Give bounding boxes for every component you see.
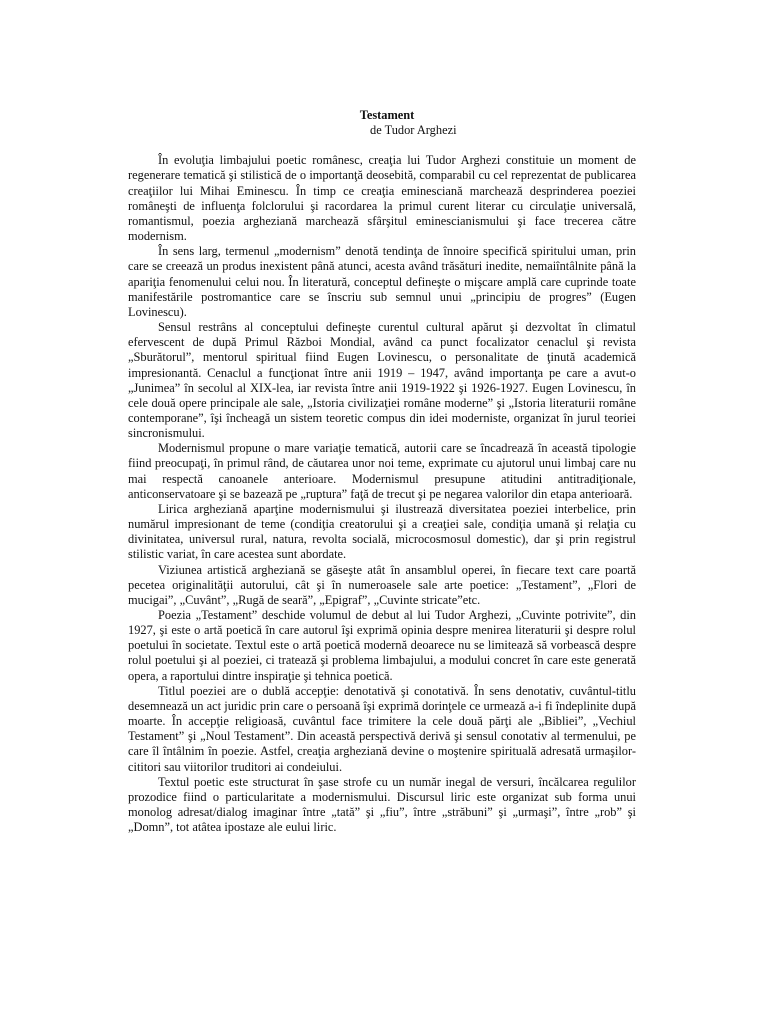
paragraph-7: Poezia „Testament” deschide volumul de debut al lui Tudor Arghezi, „Cuvinte potrivite”, din 1927, şi este o artă poetică în care autorul îşi exprimă opinia despre menirea literaturii şi despre rolul poetului în societate. Textul este o artă poetică modernă deoarece nu se limitează să vorbească despre rolul poetului şi al poeziei, ci tratează şi problema limbajului, a modului concret în care este generată opera, a raportului dintre inspiraţie şi tehnica poetică.	[128, 608, 636, 683]
paragraph-2: În sens larg, termenul „modernism” denotă tendinţa de înnoire specifică spiritului uman, prin care se creează un produs inexistent până atunci, acesta având trăsături inedite, nemaiîntâlnite până la apariţia fenomenului celui nou. În literatură, conceptul defineşte o mişcare amplă care cuprinde toate manifestările postromantice care se înscriu sub semnul unui „principiu de progres” (Eugen Lovinescu).	[128, 244, 636, 319]
paragraph-6: Viziunea artistică argheziană se găseşte atât în ansamblul operei, în fiecare text care poartă pecetea originalităţii autorului, cât şi în numeroasele sale arte poetice: „Testament”, „Flori de mucigai”, „Cuvânt”, „Rugă de seară”, „Epigraf”, „Cuvinte stricate”etc.	[128, 562, 636, 607]
paragraph-8: Titlul poeziei are o dublă accepţie: denotativă şi conotativă. În sens denotativ, cuvântul-titlu desemnează un act juridic prin care o persoană îşi exprimă dorinţele ce urmează a-i fi îndeplinite după moarte. În accepţie religioasă, cuvântul face trimitere la cele două părţi ale „Bibliei”, „Vechiul Testament” şi „Noul Testament”. Din această perspectivă derivă şi sensul conotativ al termenului, pe care îl întâlnim în poezie. Astfel, creaţia argheziană devine o moştenire spirituală adresată urmaşilor-cititori sau viitorilor truditori ai condeiului.	[128, 683, 636, 774]
paragraph-9: Textul poetic este structurat în şase strofe cu un număr inegal de versuri, încălcarea regulilor prozodice fiind o particularitate a modernismului. Discursul liric este organizat sub forma unui monolog adresat/dialog imaginar între „tată” şi „fiu”, între „străbuni” şi „urmaşi”, între „rob” şi „Domn”, tot atâtea ipostaze ale eului liric.	[128, 774, 636, 835]
document-author: de Tudor Arghezi	[370, 123, 457, 138]
paragraph-1: În evoluţia limbajului poetic românesc, creaţia lui Tudor Arghezi constituie un moment de regenerare tematică şi stilistică de o importanţă deosebită, comparabil cu cel reprezentat de publicarea creaţiilor lui Mihai Eminescu. În timp ce creaţia eminesciană marchează desprinderea poeziei româneşti de influenţa folclorului şi racordarea la primul curent literar cu circulaţie universală, romantismul, poezia argheziană marchează sfârşitul eminescianismului şi face trecerea către modernism.	[128, 153, 636, 244]
paragraph-3: Sensul restrâns al conceptului defineşte curentul cultural apărut şi dezvoltat în climatul efervescent de după Primul Război Mondial, având ca punct focalizator cenaclul şi revista „Sburătorul”, mentorul spiritual fiind Eugen Lovinescu, o personalitate de ţinută academică impresionantă. Cenaclul a funcţionat între anii 1919 – 1947, având importanţa pe care a avut-o „Junimea” în secolul al XIX-lea, iar revista între anii 1919-1922 şi 1926-1927. Eugen Lovinescu, în cele două opere principale ale sale, „Istoria civilizaţiei române moderne” şi „Istoria literaturii române contemporane”, îşi încheagă un sistem teoretic compus din idei moderniste, organizat în jurul teoriei sincronismului.	[128, 320, 636, 441]
paragraph-5: Lirica argheziană aparţine modernismului şi ilustrează diversitatea poeziei interbelice, prin numărul impresionant de teme (condiţia creatorului şi a creaţiei sale, condiţia umană şi relaţia cu divinitatea, universul rural, natura, revolta socială, microcosmosul domestic), dar şi prin registrul stilistic variat, în care acestea sunt abordate.	[128, 501, 636, 562]
paragraph-4: Modernismul propune o mare variaţie tematică, autorii care se încadrează în această tipologie fiind preocupaţi, în primul rând, de căutarea unor noi teme, exprimate cu ajutorul unui limbaj care nu mai respectă canoanele anterioare. Modernismul presupune atitudini antitradiţionale, anticonservatoare şi se bazează pe „ruptura” faţă de trecut şi pe negarea valorilor din etapa anterioară.	[128, 441, 636, 501]
document-title: Testament	[359, 108, 415, 122]
document-page	[128, 108, 636, 835]
